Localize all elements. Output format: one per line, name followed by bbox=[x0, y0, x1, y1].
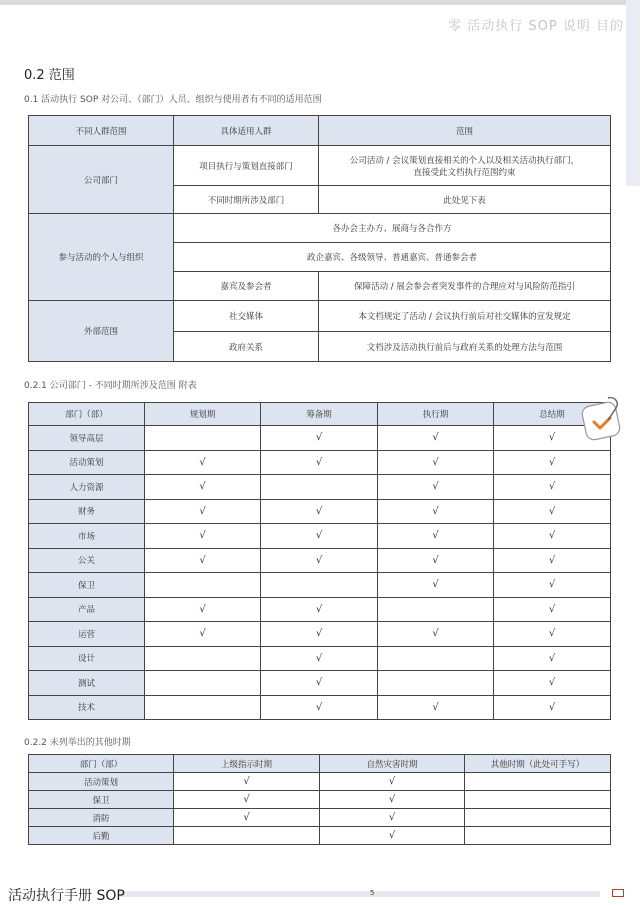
col-header: 部门（部） bbox=[29, 403, 145, 426]
table-row bbox=[29, 548, 611, 573]
check-cell: √ bbox=[261, 597, 378, 622]
check-cell: √ bbox=[320, 773, 465, 791]
check-cell: √ bbox=[261, 646, 378, 671]
col-header: 范围 bbox=[319, 116, 611, 146]
department-cell: 技术 bbox=[29, 695, 145, 720]
check-cell bbox=[261, 475, 378, 500]
check-cell: √ bbox=[494, 597, 611, 622]
department-cell: 后勤 bbox=[29, 827, 174, 845]
scope-table bbox=[28, 115, 611, 362]
check-cell bbox=[145, 573, 261, 598]
table-row bbox=[29, 671, 611, 696]
table-row bbox=[29, 450, 611, 475]
scope-line: 公司活动 / 会议策划直接相关的个人以及相关活动执行部门， bbox=[349, 155, 580, 166]
department-cell: 产品 bbox=[29, 597, 145, 622]
department-period-table bbox=[28, 402, 611, 720]
audience-cell: 不同时期所涉及部门 bbox=[174, 186, 319, 214]
audience-cell: 社交媒体 bbox=[174, 301, 319, 332]
footer-bar bbox=[120, 891, 600, 897]
audience-cell: 政府关系 bbox=[174, 332, 319, 362]
other-period-table bbox=[28, 754, 611, 845]
table-row bbox=[29, 791, 611, 809]
scope-cell: 各办会主办方、展商与各合作方 bbox=[174, 214, 611, 243]
table-row bbox=[29, 809, 611, 827]
check-cell: √ bbox=[320, 791, 465, 809]
check-cell: √ bbox=[378, 695, 494, 720]
department-cell: 领导高层 bbox=[29, 426, 145, 451]
table-row bbox=[29, 573, 611, 598]
check-cell: √ bbox=[494, 548, 611, 573]
table-row bbox=[29, 695, 611, 720]
check-cell: √ bbox=[378, 573, 494, 598]
check-cell: √ bbox=[174, 809, 320, 827]
check-cell: √ bbox=[378, 524, 494, 549]
check-cell bbox=[465, 809, 611, 827]
top-bar bbox=[0, 0, 626, 5]
department-cell: 保卫 bbox=[29, 573, 145, 598]
table-row bbox=[29, 646, 611, 671]
department-cell: 市场 bbox=[29, 524, 145, 549]
running-header: 零 活动执行 SOP 说明 目的 bbox=[448, 19, 624, 34]
check-cell bbox=[465, 827, 611, 845]
check-cell: √ bbox=[494, 695, 611, 720]
check-cell: √ bbox=[320, 809, 465, 827]
check-cell: √ bbox=[261, 548, 378, 573]
col-header: 执行期 bbox=[378, 403, 494, 426]
table-row bbox=[29, 426, 611, 451]
department-cell: 运营 bbox=[29, 622, 145, 647]
scope-cell: 政企嘉宾、各级领导、普通嘉宾、普通参会者 bbox=[174, 243, 611, 272]
check-cell: √ bbox=[145, 597, 261, 622]
check-cell: √ bbox=[261, 499, 378, 524]
department-cell: 设计 bbox=[29, 646, 145, 671]
scope-cell: 文档涉及活动执行前后与政府关系的处理方法与范围 bbox=[319, 332, 611, 362]
check-cell: √ bbox=[494, 499, 611, 524]
audience-cell: 项目执行与策划直接部门 bbox=[174, 146, 319, 186]
table-row bbox=[29, 499, 611, 524]
table-row bbox=[29, 597, 611, 622]
col-header: 总结期 bbox=[494, 403, 611, 426]
audience-cell: 嘉宾及参会者 bbox=[174, 272, 319, 301]
check-cell: √ bbox=[378, 548, 494, 573]
department-cell: 人力资源 bbox=[29, 475, 145, 500]
check-cell: √ bbox=[494, 622, 611, 647]
check-cell bbox=[378, 597, 494, 622]
book-icon bbox=[612, 889, 624, 897]
col-header: 部门（部） bbox=[29, 755, 174, 773]
check-cell bbox=[378, 671, 494, 696]
scope-cell: 保障活动 / 展会参会者突发事件的合理应对与风险防范指引 bbox=[319, 272, 611, 301]
scope-cell bbox=[319, 146, 611, 186]
check-cell: √ bbox=[378, 499, 494, 524]
department-cell: 测试 bbox=[29, 671, 145, 696]
check-cell bbox=[145, 646, 261, 671]
check-cell: √ bbox=[378, 475, 494, 500]
table1-caption: 0.1 活动执行 SOP 对公司、（部门）人员、组织与使用者有不同的适用范围 bbox=[24, 95, 322, 105]
check-cell: √ bbox=[174, 791, 320, 809]
section-title: 0.2 范围 bbox=[24, 68, 75, 83]
check-cell: √ bbox=[145, 548, 261, 573]
col-header: 规划期 bbox=[145, 403, 261, 426]
col-header: 其他时期（此处可手写） bbox=[465, 755, 611, 773]
table-row bbox=[29, 524, 611, 549]
check-cell: √ bbox=[174, 773, 320, 791]
category-cell: 外部范围 bbox=[29, 301, 174, 362]
category-cell: 公司部门 bbox=[29, 146, 174, 214]
department-cell: 保卫 bbox=[29, 791, 174, 809]
table-row bbox=[29, 622, 611, 647]
check-cell bbox=[145, 426, 261, 451]
check-cell: √ bbox=[494, 573, 611, 598]
page-number: 5 bbox=[370, 889, 375, 897]
check-cell bbox=[465, 791, 611, 809]
check-cell: √ bbox=[261, 450, 378, 475]
department-cell: 活动策划 bbox=[29, 450, 145, 475]
table-row bbox=[29, 475, 611, 500]
table-row bbox=[29, 773, 611, 791]
col-header: 自然灾害时期 bbox=[320, 755, 465, 773]
check-cell: √ bbox=[261, 426, 378, 451]
check-cell: √ bbox=[145, 450, 261, 475]
department-cell: 活动策划 bbox=[29, 773, 174, 791]
check-cell: √ bbox=[378, 450, 494, 475]
table2-caption: 0.2.1 公司部门 - 不同时期所涉及范围 附表 bbox=[24, 381, 197, 391]
check-cell: √ bbox=[494, 524, 611, 549]
department-cell: 消防 bbox=[29, 809, 174, 827]
scope-cell: 本文档规定了活动 / 会议执行前后对社交媒体的宣发规定 bbox=[319, 301, 611, 332]
check-cell: √ bbox=[145, 499, 261, 524]
check-cell: √ bbox=[494, 450, 611, 475]
table-row bbox=[29, 827, 611, 845]
check-cell: √ bbox=[378, 622, 494, 647]
paperclip-note-icon bbox=[578, 394, 628, 444]
category-cell: 参与活动的个人与组织 bbox=[29, 214, 174, 301]
check-cell: √ bbox=[261, 622, 378, 647]
check-cell bbox=[145, 695, 261, 720]
check-cell: √ bbox=[145, 524, 261, 549]
check-cell: √ bbox=[378, 426, 494, 451]
scope-line: 直接受此文档执行范围约束 bbox=[413, 167, 516, 178]
check-cell bbox=[465, 773, 611, 791]
col-header: 不同人群范围 bbox=[29, 116, 174, 146]
department-cell: 财务 bbox=[29, 499, 145, 524]
check-cell: √ bbox=[261, 695, 378, 720]
check-cell bbox=[261, 573, 378, 598]
check-cell: √ bbox=[261, 671, 378, 696]
check-cell: √ bbox=[494, 646, 611, 671]
check-cell: √ bbox=[145, 622, 261, 647]
check-cell: √ bbox=[494, 671, 611, 696]
check-cell: √ bbox=[145, 475, 261, 500]
check-cell bbox=[145, 671, 261, 696]
table3-caption: 0.2.2 未列举出的其他时期 bbox=[24, 738, 131, 748]
check-cell: √ bbox=[320, 827, 465, 845]
check-cell: √ bbox=[494, 475, 611, 500]
col-header: 筹备期 bbox=[261, 403, 378, 426]
col-header: 上级指示时期 bbox=[174, 755, 320, 773]
scope-cell: 此处见下表 bbox=[319, 186, 611, 214]
side-tab bbox=[626, 0, 640, 186]
check-cell bbox=[378, 646, 494, 671]
footer-title: 活动执行手册 SOP bbox=[8, 888, 125, 904]
department-cell: 公关 bbox=[29, 548, 145, 573]
check-cell bbox=[174, 827, 320, 845]
check-cell: √ bbox=[494, 426, 611, 451]
col-header: 具体适用人群 bbox=[174, 116, 319, 146]
check-cell: √ bbox=[261, 524, 378, 549]
